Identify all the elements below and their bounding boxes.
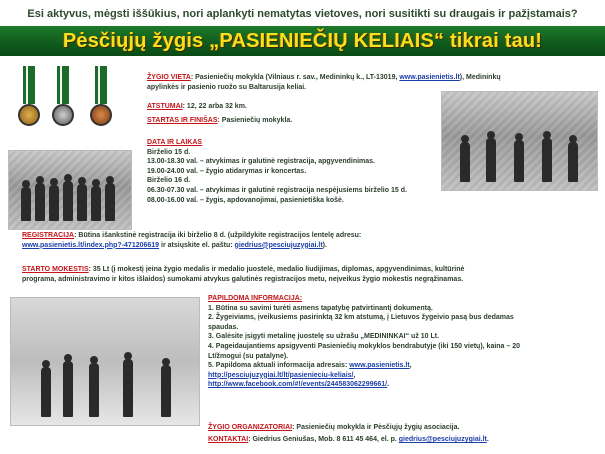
page-title: Pėsčiųjų žygis „PASIENIEČIŲ KELIAIS“ tikrai tau!: [62, 30, 543, 52]
winter-soldiers-photo: [10, 297, 200, 426]
silver-medal-icon: [52, 66, 74, 146]
registration-email-link[interactable]: giedrius@pesciujuzygiai.lt: [234, 241, 323, 249]
extra-link-site[interactable]: www.pasienietis.lt: [349, 362, 410, 370]
fee-section: STARTO MOKESTIS: 35 Lt (į mokestį įeina žygio medalis ir medalio juostelė, medalio liudijimas, diplomas, apgyvendinimas, kultūrinė programa, administravimo ir kitos išlaidos) sumokami atvykus galutinės registracijos metu, neįveikus žygio mokestis negrąžinamas.: [22, 266, 465, 283]
schedule-label: DATA IR LAIKAS: [147, 139, 203, 146]
venue-link[interactable]: www.pasienietis.lt: [399, 74, 460, 81]
soldiers-group-photo: [8, 150, 132, 230]
bicycle-soldiers-photo: [441, 91, 598, 191]
medals-group: [18, 66, 52, 146]
venue-section: ŽYGIO VIETA: Pasieniečių mokykla (Vilniaus r. sav., Medininkų k., LT-13019, www.pasienietis.lt), Medininkų apylinkės ir pasienio ruožo su Baltarusija keliai.: [147, 74, 501, 91]
schedule-section: DATA IR LAIKAS Birželio 15 d. 13.00-18.30 val. – atvykimas ir galutinė registracija, apgyvendinimas. 19.00-24.00 val. – žygio atidarymas ir koncertas. Birželio 16 d. 06.30-07.30 val. – atvykimas ir galutinė registracija nespėjusiems birželio 15 d. 08.00-16.00 val. – žygis, apdovanojimai, pasienietiška košė.: [147, 139, 407, 204]
bronze-medal-icon: [90, 66, 112, 146]
gold-medal-icon: [18, 66, 40, 146]
start-line: STARTAS IR FINIŠAS: Pasieniečių mokykla.: [147, 117, 293, 124]
organizer-line: ŽYGIO ORGANIZATORIAI: Pasieniečių mokykla ir Pėsčiųjų žygių asociacija.: [208, 424, 460, 431]
extra-info-label: PAPILDOMA INFORMACIJA:: [208, 295, 303, 302]
tagline: Esi aktyvus, mėgsti iššūkius, nori aplankyti nematytas vietoves, nori susitikti su draugais ir pažįstamais?: [27, 8, 578, 20]
extra-link-facebook[interactable]: http://www.facebook.com/#!/events/244583062299661/: [208, 381, 388, 389]
registration-label: REGISTRACIJA: [22, 232, 75, 239]
contact-email-link[interactable]: giedrius@pesciujuzygiai.lt: [398, 436, 487, 443]
distance-line: ATSTUMAI: 12, 22 arba 32 km.: [147, 103, 247, 110]
extra-info-section: PAPILDOMA INFORMACIJA: 1. Būtina su savimi turėti asmens tapatybę patvirtinantį dokumentą. 2. Žygeiviams, įveikusiems pasirinktą 32 km atstumą, į Lietuvos žygeivio pasą bus dedamas spaudas. 3. Galėsite įsigyti metalinę juostelę su užrašu „MEDININKAI“ už 10 Lt. 4. Pageidaujantiems apsigyventi Pasieniečių mokyklos bendrabutyje (iki 150 vietų), kaina – 20 Lt/žmogui (su patalyne). 5. Papildoma aktuali informacija adresais: www.pasienietis.lt, http://pesciujuzygiai.lt/lt/pasienieciu-keliais/, http://www.facebook.com/#!/events/244583062299661/.: [208, 295, 521, 389]
registration-section: REGISTRACIJA: Būtina išankstinė registracija iki birželio 8 d. (užpildykite registracijos lentelę adresu: www.pasienietis.lt/index.php?-471206619 ir atsiųskite el. paštu: giedrius@pesciujuzygiai.lt).: [22, 232, 362, 249]
registration-form-link[interactable]: www.pasienietis.lt/index.php?-471206619: [22, 241, 160, 249]
contacts-line: KONTAKTAI: Giedrius Geniušas, Mob. 8 611 45 464, el. p. giedrius@pesciujuzygiai.lt.: [208, 436, 489, 443]
venue-label: ŽYGIO VIETA: [147, 74, 191, 81]
fee-label: STARTO MOKESTIS: [22, 266, 89, 273]
extra-link-hikes[interactable]: http://pesciujuzygiai.lt/lt/pasienieciu-keliais/: [208, 371, 354, 379]
